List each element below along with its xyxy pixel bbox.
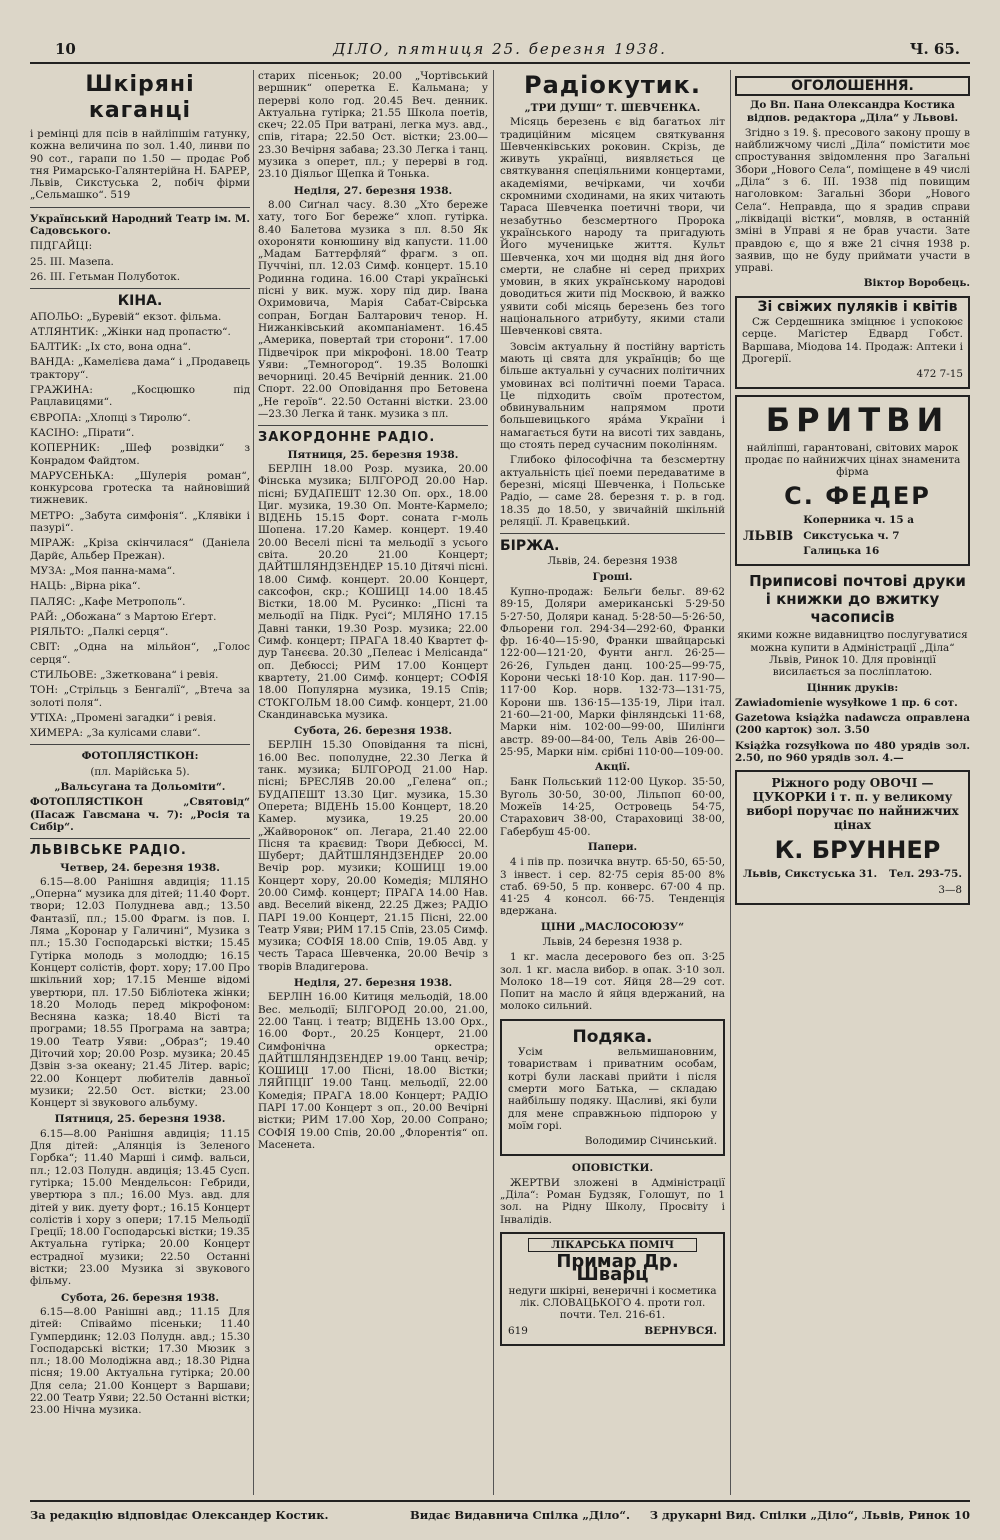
radio-day-text: 8.00 Сиґнал часу. 8.30 „Хто береже хату, того Бог береже“ хлоп. гутірка. 8.40 Балетова музика з пл. 8.50 Як охороняти конюшину від капусти. 11.00 „Мадам Баттерфляй“ фрагм. з оп. Пуччіні, пл. 12.03 Симф. концерт. 15.10 Родинна година. 16.00 Старі українські пісні у вик. муж. хору під дир. Івана Охримовича, Марія Сабат-Свірська сопран, Богдан Балтарович тенор. Н. Нижанківський акомпаніамент. 16.45 „Америка, повертай три сторони“. 17.00 Підвечірок при мікрофоні. 18.00 Театр Уяви: „Темногород“. 19.35 Волошкі вечорниці. 20.45 Вечірній денник. 21.00 Спорт. 22.00 Оповідання про Бетовена „Не героїв“. 22.50 Останні вістки. 23.00—23.30 Легка й танк. музика з пл. [258, 198, 488, 421]
divider [30, 744, 250, 745]
kino-item: УТІХА: „Промені загадки“ і ревія. [30, 711, 217, 724]
print-title: Приписові почтові друки і книжки до вжитку часописів [749, 572, 966, 627]
kino-item: КАСІНО: „Пірати“. [30, 426, 135, 439]
birzha-section: Акції. [594, 761, 631, 774]
column-3 [500, 70, 725, 1495]
foreign-day: Пятниця, 25. березня 1938. [287, 448, 459, 461]
foreign-day-text: БЕРЛІН 16.00 Китиця мельодій, 18.00 Вес. мельодії; БІЛГОРОД 20.00, 21.00, 22.00 Танц. і театр; ВІДЕНЬ 13.00 Орх., 16.00 Форт., 20.25 Концерт, 21.00 Симфонічна оркестра; ДАЙТШЛЯНДЗЕНДЕР 19.00 Танц. вечір; КОШИЦІ 17.00 Пісні, 18.00 Вістки; ЛЯЙПЦІҐ 19.00 Танц. мельодії, 22.00 Комедія; ПРАГА 18.00 Концерт; РАДІО ПАРІ 17.00 Концерт з оп., 20.00 Вечірні вістки; РИМ 17.00 Хор, 20.00 Сопрано; СОФІЯ 19.00 Спів, 20.00 „Флорентія“ оп. Масенета. [258, 991, 488, 1151]
podyaka-sign: Володимир Січинський. [584, 1135, 717, 1148]
column-rule [253, 70, 254, 1495]
column-4 [735, 70, 970, 1495]
radio-day: Субота, 26. березня 1938. [60, 1291, 219, 1304]
price-item: Zawiadomienie wysyłkowe 1 пр. 6 сот. [735, 696, 958, 709]
divider [30, 838, 250, 839]
kino-item: ГРАЖИНА: „Косцюшко під Рацлавицями“. [30, 384, 250, 409]
britvy-ad [735, 395, 970, 567]
price-head: Цінник друків: [806, 681, 899, 694]
issue-number: Ч. 65. [909, 40, 960, 58]
article-paragraph: Зовсім актуальну й постійну вартість мають ці свята для українців; бо ще більше актуальні у сучасних політичних умовинах всі політичні поеми Тараса. Це підходить своїм протестом, обвинувальним напрямом проти большевицького яра́ма України і намагається бути на висоті тих завдань, що стоять перед сучасним поколінням. [500, 340, 725, 452]
ciny-date: Львів, 24 березня 1938 р. [542, 936, 683, 948]
theatre-title: Український Народний Театр ім. М. Садовського. [30, 212, 250, 238]
kino-item: БАЛТИК: „Іх сто, вона одна“. [30, 341, 192, 354]
ad-text: і ремінці для псів в найліпшім гатунку, кожна величина по зол. 1.40, линви по 90 сот., гарапи по 1.50 — продає Роб тня Римарсько-Галянтерійна Н. БАРЕР, Львів, Сикстуська 2, побіч фірми „Сельмашко“. 519 [30, 128, 250, 202]
kino-item: НАЦЬ: „Вірна ріка“. [30, 580, 141, 593]
notice-head: До Вп. Пана Олександра Костика відпов. редактора „Діла“ у Львові. [746, 99, 959, 124]
kino-item: МІРАЖ: „Кріза скінчилася“ (Даніела Дарйє, Альбер Прежан). [30, 537, 250, 562]
price-item: Książka rozsyłkowa по 480 урядів зол. 2.50, по 960 урядів зол. 4.— [735, 739, 970, 764]
print-text: якими кожне видавництво послугуватися можна купити в Адміністрації „Діла“ Львів, Ринок 10. Для провінції висилається за посліплатою. [737, 629, 968, 679]
feder-address-block [743, 514, 962, 560]
birzha-text: Купно-продаж: Бельґи бельг. 89·62 89·15, Доляри американські 5·29·50 5·27·50, Доляри канад. 5·28·50—5·26·50, Фльорени гол. 294·34—292·60, Франки фр. 16·40—15·90, Франки швайцарські 122·00—121·20, Фунти англ. 26·25—26·26, Гульден данц. 100·25—99·75, Корони чеські 18·10 Кор. дан. 117·90—117·00 Кор. норв. 132·73—131·75, Корони шв. 136·15—135·19, Ліри італ. 21·60—21·00, Марки фінляндські 11·68, Марки нім. 102·00—99·00, Шилінги австр. 89·00—84·00, Тель Авів 26·00—25·95, Марки нім. срібні 110·00—109·00. [500, 585, 725, 758]
likar-box [500, 1232, 725, 1346]
brunner-contact [743, 868, 962, 880]
foto1-title: ФОТОПЛЯСТІКОН: [81, 750, 199, 763]
foto1-film: „Вальсугана та Дольоміти“. [54, 781, 226, 794]
feder-name: С. ФЕДЕР [784, 482, 931, 511]
flowers-text: Сж Сердешника зміцнює і успокоює серце. Магістер Едвард Гобст. Варшава, Міодова 14. Продаж: Аптеки і Дрогерії. [742, 316, 963, 365]
kino-item: ХИМЕРА: „За кулісами слави“. [30, 727, 201, 740]
divider [258, 425, 488, 426]
feder-address: Галицька 16 [803, 545, 880, 558]
feder-address: Сикстуська ч. 7 [803, 529, 900, 542]
radio-continuation: старих пісеньок; 20.00 „Чортівський вершник“ оперетка Е. Кальмана; у перерві коло год. 20.45 Веч. денник. Актуальна гутірка; 21.55 Школа поетів, скеч; 22.05 При ватрані, легка муз. авд., спів, гітара; 22.50 Ост. вістки; 23.00—23.30 Вечірня забава; 23.30 Легка і танц. музика з оперет, пл.; у перерві в год. 23.10 Діяльог Щепка й Тонька. [258, 70, 488, 181]
opovistky-title: ОПОВІСТКИ. [571, 1162, 654, 1175]
article-paragraph: Місяць березень є від багатьох літ традиційним місяцем святкування Шевченківських роковин. Скрізь, де живуть українці, виявляється це святкування спеціяльними концертами, академіями, вечірками, чи хочби скромними сходинами, на яких читають Тараса Шевченка поетичні твори, чи незабутньо безсмертного Пророка українського народу та пригадують Його мученицьке життя. Культ Шевченка, хоч ми щодня від дня його смерти, не слабне ні серед прихрих умовин, в яких українському народові доводиться жити під Москвою, й важко уявити собі місяць березень без того національного атрибуту, якими стали Шевченкові свята. [500, 116, 725, 338]
brunner-num: 3—8 [938, 883, 962, 896]
feder-addresses [803, 514, 914, 560]
divider [30, 288, 250, 289]
podyaka-box [500, 1019, 725, 1157]
foreign-day: Неділя, 27. березня 1938. [293, 977, 453, 990]
foreign-day-text: БЕРЛІН 15.30 Оповідання та пісні, 16.00 Вес. пополудне, 22.30 Легка й танк. музика; БІЛГОРОД 21.00 Нар. пісні; БРЕСЛЯВ 20.00 „Гелена“ оп.; БУДАПЕШТ 13.30 Циг. музика, 15.30 Оперета; ВІДЕНЬ 15.00 Концерт, 18.20 Камер. музика, 19.25 20.00 „Жайворонок“ оп. Легара, 21.40 22.00 Пісня та краєвид: Твори Дебюссі, М. Шуберт; ДАЙТШЛЯНДЗЕНДЕР 20.00 Вечір рор. музики; КОШИЦІ 19.00 Концерт хору, 20.00 Комедія; МІЛЯНО 20.00 Симф. концерт; ПРАГА 14.00 Нав. авд. Веселий вікенд, 22.25 Джез; РАДІО ПАРІ 19.00 Концерт, 21.15 Пісні, 22.00 Театр Уяви; РИМ 17.15 Спів, 23.05 Симф. музика; СОФІЯ 18.00 Спів, 19.05 Авд. у честь Тараса Шевченка, 20.00 Вечір з творів Владигерова. [258, 739, 488, 973]
likar-num: 619 [508, 1324, 528, 1337]
likar-returned: ВЕРНУВСЯ. [644, 1324, 717, 1337]
kino-item: ВАНДА: „Камелієва дама“ і „Продавець трактору“. [30, 356, 250, 381]
footer-publisher: Видає Видавнича Спілка „Діло“. [410, 1508, 630, 1522]
page-header [30, 40, 970, 64]
kino-item: АПОЛЬО: „Буревій“ екзот. фільма. [30, 310, 222, 323]
kino-item: АТЛЯНТИК: „Жінки над пропастю“. [30, 325, 231, 338]
kino-item: МЕТРО: „Забута симфонія“. „Клявіки і пазурі“. [30, 509, 250, 535]
page-number: 10 [55, 40, 76, 58]
flowers-title: Зі свіжих пуляків і квітів [757, 298, 958, 315]
kino-title: КІНА. [117, 293, 163, 310]
radio-day-text: 6.15—8.00 Ранішня авдиція; 11.15 „Оперна“ музика для дітей; 11.40 Форт. твори; 12.03 Полуднева авд.; 13.50 Фантазії, пл.; 15.00 Фрагм. із пов. І. Ляма „Коронар у Галичині“, Музика з пл.; 15.30 Господарські вістки; 15.45 Гутірка молодь з молоддю; 16.15 Концерт солістів, форт. хору; 17.00 Про шкільний хор; 17.15 Менше відомі увертюри, пл. 17.50 Бібліотека жінки; 18.20 Молодь перед мікрофоном: Весняна казка; 18.40 Вісті та програми; 18.55 Програма на завтра; 19.00 Театр Уяви: „Образ“; 19.40 Діточий хор; 20.00 Розр. музика; 20.45 Дзвін з-за океану; 21.45 Літер. варіс; 22.00 Концерт любителів давньої музики; 22.50 Ост. вістки; 23.00 Концерт зі звукового альбуму. [30, 875, 250, 1110]
flowers-num: 472 7-15 [916, 368, 963, 381]
birzha-title: БІРЖА. [500, 538, 560, 555]
notices-title: ОГОЛОШЕННЯ. [735, 76, 970, 96]
opovistky-text: ЖЕРТВИ зложені в Адміністрації „Діла“: Роман Будзяк, Голошут, по 1 зол. на Рідну Школу, Просвіту і Інвалідів. [500, 1176, 725, 1226]
page-footer [30, 1500, 970, 1522]
theatre-item: 25. III. Мазепа. [30, 255, 114, 268]
ciny-title: ЦІНИ „МАСЛОСОЮЗУ“ [540, 920, 685, 933]
likar-footer [508, 1325, 717, 1337]
feder-city: ЛЬВІВ [743, 529, 794, 545]
foto1-addr: (пл. Марійська 5). [90, 765, 190, 778]
birzha-date: Львів, 24. березня 1938 [547, 555, 678, 568]
foreign-radio-title: ЗАКОРДОННЕ РАДІО. [258, 430, 436, 446]
column-1 [30, 70, 250, 1495]
divider [500, 533, 725, 534]
britvy-title: БРИТВИ [765, 400, 950, 439]
divider [30, 207, 250, 208]
notice-sign: Віктор Воробець. [863, 277, 970, 290]
fruit-title: Ріжного роду ОВОЧІ — ЦУКОРКИ і т. п. у великому виборі поручає по найнижчих цінах [746, 776, 959, 833]
kino-item: СВІТ: „Одна на мільйон“, „Голос серця“. [30, 641, 250, 666]
kino-item: МАРУСЕНЬКА: „Шулерія роман“, конкурсова гротеска та найновіший тижневик. [30, 469, 250, 507]
foreign-day: Субота, 26. березня 1938. [293, 725, 452, 738]
price-item: Gazetowa książka nadawcza оправлена (200 карток) зол. 3.50 [735, 712, 970, 737]
footer-printer: З друкарні Вид. Спілки „Діло“, Львів, Ринок 10 [649, 1508, 970, 1522]
kino-item: ПАЛЯС: „Кафе Метрополь“. [30, 595, 186, 608]
column-rule [493, 70, 494, 1495]
kino-item: РАЙ: „Обожана“ з Мартою Еґерт. [30, 610, 217, 623]
radio-title: ЛЬВІВСЬКЕ РАДІО. [30, 843, 187, 859]
podyaka-text: Усім вельмишановним, товариствам і приватним особам, котрі були ласкаві прийти і після смерти мого Батька, — складаю найбільшу подяку. Щасливі, які були для мене справжньою підпорою у моїм горі. [508, 1046, 717, 1132]
radio-day: Четвер, 24. березня 1938. [60, 861, 220, 874]
theatre-place: ПІДГАЙЦІ: [30, 240, 93, 253]
brunner-tel: Тел. 293-75. [889, 868, 962, 881]
likar-title: ЛІКАРСЬКА ПОМІЧ [528, 1238, 697, 1252]
foreign-day-text: БЕРЛІН 18.00 Розр. музика, 20.00 Фінська музика; БІЛГОРОД 20.00 Нар. пісні; БУДАПЕШТ 12.30 Оп. орх., 18.00 Циг. музика, 19.30 Оп. Монте-Кармело; ВІДЕНЬ 15.15 Форт. соната г-моль Шопена. 17.20 Камер. концерт. 19.40 20.00 Веселі пісні та мельодії з усього світа. 20.20 21.00 Концерт; ДАЙТШЛЯНДЗЕНДЕР 15.10 Дітячі пісні. 18.00 Симф. концерт. 20.00 Концерт, саксофон, скр.; КОШИЦІ 14.00 18.45 Вістки, 18.00 М. Русинко: „Пісні та мельодії на Підк. Русі“; МІЛЯНО 17.15 Давні танки, 19.30 Розр. музика; 22.00 Симф. концерт; ПРАГА 18.40 Квартет ф-дур Танєєва. 20.30 „Пелеас і Мелісанда“ оп. Дебюссі; РИМ 17.00 Концерт квартету, 21.00 Симф. концерт; СОФІЯ 18.00 Популярна музика, 19.15 Спів; СТОКГОЛЬМ 18.00 Симф. концерт, 21.00 Скандинавська музика. [258, 462, 488, 721]
radio-day: Пятниця, 25. березня 1938. [54, 1113, 226, 1126]
kino-item: ТОН: „Стрільць з Бенгалії“, „Втеча за золоті поля“. [30, 684, 250, 709]
article-subtitle: „ТРИ ДУШІ“ Т. ШЕВЧЕНКА. [524, 102, 701, 114]
footer-editor: За редакцію відповідає Олександер Костик. [30, 1508, 329, 1522]
radio-day-text: 6.15—8.00 Ранішні авд.; 11.15 Для дітей: Співаймо пісеньки; 11.40 Гумпердинк; 12.03 Полудн. авд.; 15.30 Господарські вістки; 17.30 Мюзик з пл.; 18.00 Молодіжна авд.; 18.30 Рідна пісня; 19.00 Актуальна гутірка; 20.00 Для села; 21.00 Концерт з Варшави; 22.00 Театр Уяви; 22.50 Останні вістки; 23.00 Нічна музика. [30, 1305, 250, 1417]
notice-text: Згідно з 19. §. пресового закону прошу в найближчому числі „Діла“ помістити моє спростування звідомлення про Загальні Збори „Нового Села“, поміщене в 49 числі „Діла“ з 6. III. 1938 під повищим наголовком: Загальні Збори „Нового Села“. Неправда, що я зрадив справи „ліквідаціі вістки“, мовляв, в останній зміні в Управі я не брав участи. Зате правдою є, що я вже 21 січня 1938 р. заявив, що не буду приймати участи в управі. [735, 126, 970, 275]
flowers-ad [735, 296, 970, 389]
likar-text: недуги шкірні, венеричні і косметика лік. СЛОВАЦЬКОГО 4. проти гол. почти. Тел. 216-61. [508, 1284, 717, 1322]
akcii-text: Банк Польський 112·00 Цукор. 35·50, Вуголь 30·50, 30·00, Лільпоп 60·00, Можеїв 14·25, Островець 54·75, Старахович 38·00, Стараховиці 38·00, Габербуш 45·00. [500, 776, 725, 838]
kino-item: МУЗА: „Моя панна-мама“. [30, 564, 176, 577]
masthead-line: ДІЛО, пятниця 25. березня 1938. [333, 40, 667, 58]
britvy-text: найліпші, гарантовані, світових марок продає по найнижчих цінах знаменита фірма [744, 441, 961, 479]
brunner-ad [735, 770, 970, 905]
foto2: ФОТОПЛЯСТІКОН „Святовід“ (Пасаж Гавсмана ч. 7): „Росія та Сибір“. [30, 796, 250, 833]
podyaka-title: Подяка. [572, 1026, 653, 1047]
kino-item: ЄВРОПА: „Хлопці з Тиролю“. [30, 411, 191, 424]
theatre-item: 26. III. Гетьман Полуботок. [30, 270, 181, 283]
ad-title: Шкіряні каганці [85, 72, 195, 123]
column-rule [730, 70, 731, 1495]
kino-list [30, 311, 250, 740]
radio-day: Неділя, 27. березня 1938. [293, 184, 453, 197]
brunner-name: К. БРУННЕР [774, 836, 941, 865]
article-paragraph: Глибоко філософічна та безсмертну актуальність цієї поеми передаватиме в березні, місяці Шевченка, і Польське Радіо, — саме 28. березня т. р. в год. 18.35 до 18.50, у звичайній шкільній реляції. Л. Кравецький. [500, 454, 725, 528]
kino-item: КОПЕРНИК: „Шеф розвідки“ з Конрадом Файдтом. [30, 442, 250, 467]
likar-name: Примар Др. Шварц [556, 1251, 679, 1285]
kino-item: СТИЛЬОВЕ: „Зжеткована“ і ревія. [30, 668, 219, 681]
kino-item: РІЯЛЬТО: „Палкі серця“. [30, 626, 169, 639]
feder-address: Коперника ч. 15 а [803, 514, 914, 527]
column-2 [258, 70, 488, 1495]
papery-text: 4 і пів пр. позичка внутр. 65·50, 65·50, 3 інвест. і сер. 82·75 серія 85·00 8% стаб. 69·50, 5 пр. конверс. 67·00 4 пр. 41·25 4 консол. 66·75. Тенденція вдержана. [500, 856, 725, 918]
birzha-section: Папери. [587, 840, 638, 853]
brunner-addr: Львів, Сикстуська 31. [743, 868, 878, 881]
birzha-section: Гроші. [592, 570, 633, 583]
radio-day-text: 6.15—8.00 Ранішня авдиція; 11.15 Для дітей: „Алянція із Зеленого Горбка“; 11.40 Марші і симф. вальси, пл.; 12.03 Полудн. авдиція; 13.45 Сусп. гутірка; 15.00 Мендельсон: Гебриди, увертюра з пл.; 16.00 Муз. авд. для дітей у вик. дуету форт.; 16.15 Концерт солістів і хору з опери; 17.15 Мельодії Греції; 18.00 Господарські вістки; 19.35 Актуальна гутірка; 20.00 Концерт естрадної музики; 22.50 Останні вістки; 23.00 Музика зі звукового фільму. [30, 1127, 250, 1288]
radio-corner-title: Радіокутик. [524, 71, 701, 99]
ciny-text: 1 кг. масла десерового без оп. 3·25 зол. 1 кг. масла вибор. в опак. 3·10 зол. Молоко 18—19 сот. Яйця 28—29 сот. Попит на масло й яйця вдержаний, на молоко сильний. [500, 951, 725, 1013]
